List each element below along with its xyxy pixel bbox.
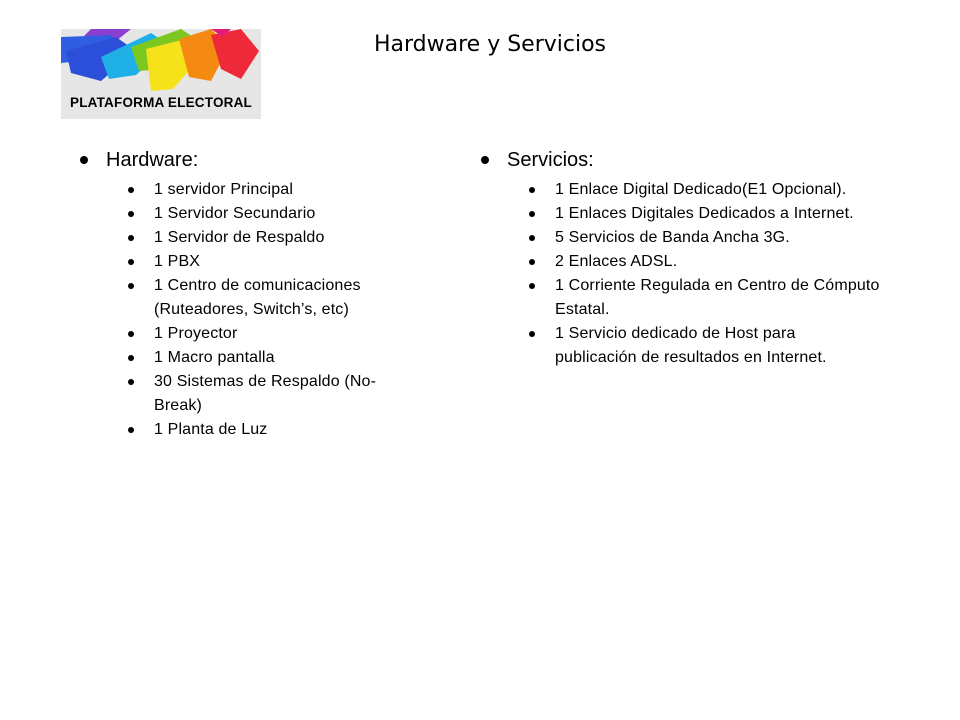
list-item xyxy=(128,370,420,418)
list-item xyxy=(128,274,420,322)
servicios-heading xyxy=(481,146,881,174)
bullet-icon xyxy=(128,259,134,265)
servicios-list xyxy=(481,178,881,370)
list-item-label: 1 Planta de Luz xyxy=(154,421,268,438)
hardware-column xyxy=(80,146,420,442)
list-item-label: 2 Enlaces ADSL. xyxy=(555,253,678,270)
bullet-icon xyxy=(529,283,535,289)
bullet-icon xyxy=(128,331,134,337)
list-item xyxy=(128,226,420,250)
list-item-label: 1 Macro pantalla xyxy=(154,349,275,366)
bullet-icon xyxy=(128,379,134,385)
list-item xyxy=(128,202,420,226)
list-item-label: 5 Servicios de Banda Ancha 3G. xyxy=(555,229,790,246)
bullet-icon xyxy=(529,211,535,217)
list-item xyxy=(529,226,881,250)
bullet-icon xyxy=(128,427,134,433)
list-item xyxy=(128,250,420,274)
list-item-label: 30 Sistemas de Respaldo (No-Break) xyxy=(154,373,377,414)
list-item-label: 1 Servidor de Respaldo xyxy=(154,229,325,246)
bullet-icon xyxy=(128,235,134,241)
hardware-heading xyxy=(80,146,420,174)
bullet-icon xyxy=(128,355,134,361)
servicios-column xyxy=(481,146,881,370)
list-item xyxy=(529,178,881,202)
bullet-icon xyxy=(80,156,88,164)
hardware-heading-label: Hardware: xyxy=(106,149,199,171)
list-item-label: 1 Enlaces Digitales Dedicados a Internet. xyxy=(555,205,854,222)
list-item xyxy=(128,418,420,442)
logo-text: PLATAFORMA ELECTORAL xyxy=(70,95,252,110)
list-item xyxy=(529,202,881,226)
list-item xyxy=(529,250,881,274)
list-item xyxy=(128,322,420,346)
list-item xyxy=(128,346,420,370)
bullet-icon xyxy=(529,235,535,241)
bullet-icon xyxy=(481,156,489,164)
bullet-icon xyxy=(128,211,134,217)
list-item-label: 1 servidor Principal xyxy=(154,181,294,198)
bullet-icon xyxy=(529,331,535,337)
list-item xyxy=(529,274,881,322)
list-item xyxy=(529,322,881,370)
servicios-heading-label: Servicios: xyxy=(507,149,594,171)
bullet-icon xyxy=(529,259,535,265)
list-item-label: 1 Corriente Regulada en Centro de Cómputo Estatal. xyxy=(555,277,880,318)
bullet-icon xyxy=(128,187,134,193)
list-item-label: 1 Servicio dedicado de Host para publicación de resultados en Internet. xyxy=(555,325,827,366)
list-item-label: 1 Proyector xyxy=(154,325,238,342)
list-item xyxy=(128,178,420,202)
bullet-icon xyxy=(128,283,134,289)
page-title: Hardware y Servicios xyxy=(373,32,607,57)
list-item-label: 1 Enlace Digital Dedicado(E1 Opcional). xyxy=(555,181,847,198)
hardware-list xyxy=(80,178,420,442)
list-item-label: 1 Servidor Secundario xyxy=(154,205,316,222)
bullet-icon xyxy=(529,187,535,193)
list-item-label: 1 PBX xyxy=(154,253,201,270)
list-item-label: 1 Centro de comunicaciones (Ruteadores, Switch’s, etc) xyxy=(154,277,361,318)
